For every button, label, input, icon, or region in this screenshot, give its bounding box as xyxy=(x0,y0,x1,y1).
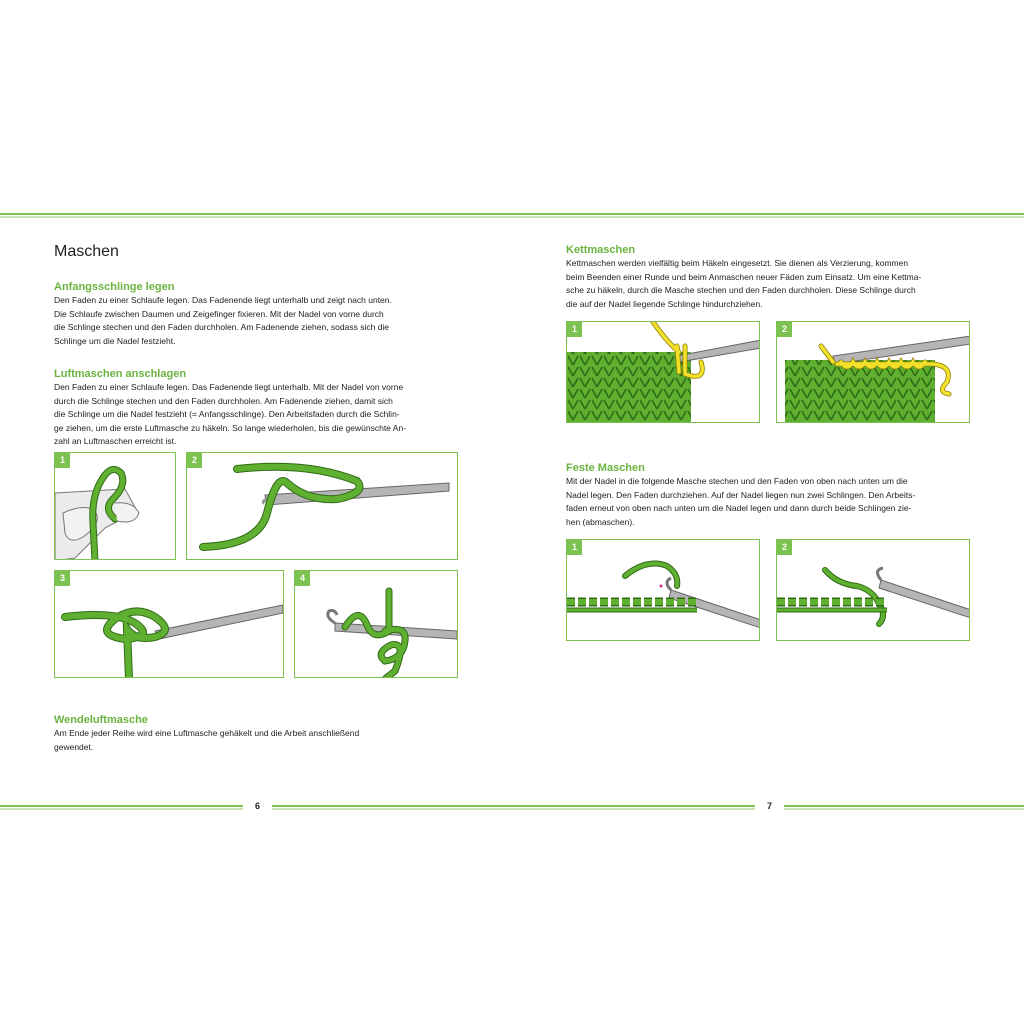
figure-feste-maschen-2 xyxy=(776,539,970,641)
heading-luftmaschen: Luftmaschen anschlagen xyxy=(54,368,187,380)
paragraph-luftmaschen: Den Faden zu einer Schlaufe legen. Das Fadenende liegt unterhalb. Mit der Nadel von vorne durch die Schlinge stechen und den Faden durchholen. Am Fadenende ziehen, damit sich die Schlinge um die Nadel festzieht (= Anfangsschlinge). Den Arbeitsfaden durch die Schlin- ge ziehen, um die erste Luftmasche zu häkeln. So lange wiederholen, bis die gewünschte An- zahl an Luftmaschen erreicht ist. xyxy=(54,382,407,446)
figure-luftmaschen-1 xyxy=(54,452,176,560)
figure-kettmaschen-2 xyxy=(776,321,970,423)
heading-wendeluftmasche: Wendeluftmasche xyxy=(54,714,148,726)
paragraph-feste-maschen: Mit der Nadel in die folgende Masche stechen und den Faden von oben nach unten um die Nadel legen. Den Faden durchziehen. Auf der Nadel liegen nun zwei Schlingen. Den Arbeits- faden erneut von oben nach unten um die Nadel legen und dann durch beide Schlingen zie- hen (abmaschen). xyxy=(566,476,916,527)
step-badge: 2 xyxy=(777,322,792,337)
paragraph-anfangsschlinge: Den Faden zu einer Schlaufe legen. Das Fadenende liegt unterhalb und zeigt nach unten. Die Schlaufe zwischen Daumen und Zeigefinger fixieren. Mit der Nadel von vorne durch die Schlinge stechen und den Faden durchholen. Am Fadenende ziehen, sodass sich die Schlinge um die Nadel festzieht. xyxy=(54,295,392,346)
step-badge: 1 xyxy=(567,540,582,555)
paragraph-wendeluftmasche: Am Ende jeder Reihe wird eine Luftmasche gehäkelt und die Arbeit anschließend gewendet. xyxy=(54,728,360,752)
figure-luftmaschen-2 xyxy=(186,452,458,560)
figure-luftmaschen-4 xyxy=(294,570,458,678)
step-badge: 2 xyxy=(777,540,792,555)
page-number-left: 6 xyxy=(243,801,272,811)
figure-kettmaschen-1 xyxy=(566,321,760,423)
heading-anfangsschlinge: Anfangsschlinge legen xyxy=(54,281,175,293)
page-number-right: 7 xyxy=(755,801,784,811)
step-badge: 1 xyxy=(55,453,70,468)
step-badge: 4 xyxy=(295,571,310,586)
figure-feste-maschen-1 xyxy=(566,539,760,641)
step-badge: 3 xyxy=(55,571,70,586)
heading-feste-maschen: Feste Maschen xyxy=(566,462,645,474)
figure-luftmaschen-3 xyxy=(54,570,284,678)
top-rule xyxy=(0,213,1024,219)
heading-kettmaschen: Kettmaschen xyxy=(566,244,636,256)
bottom-rule xyxy=(0,805,1024,811)
step-badge: 1 xyxy=(567,322,582,337)
paragraph-kettmaschen: Kettmaschen werden vielfältig beim Häkeln eingesetzt. Sie dienen als Verzierung, kommen beim Beenden einer Runde und beim Anmaschen neuer Fäden zum Einsatz. Um eine Kettma- sche zu häkeln, durch die Masche stechen und den Faden durchholen. Diese Schlinge durch die auf der Nadel liegende Schlinge hindurchziehen. xyxy=(566,258,922,309)
step-badge: 2 xyxy=(187,453,202,468)
page-title: Maschen xyxy=(54,243,119,260)
